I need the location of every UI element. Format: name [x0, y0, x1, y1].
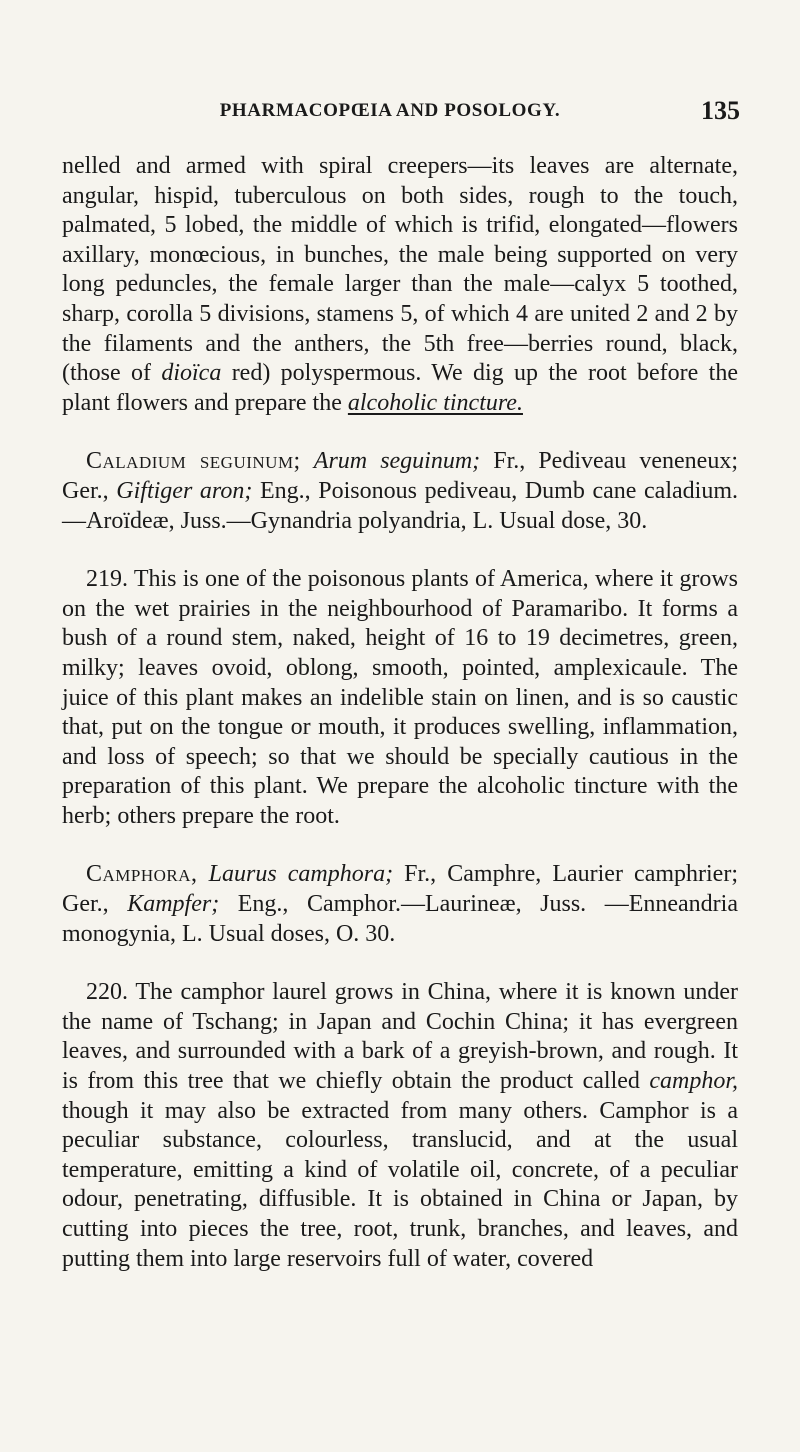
entry-name: Caladium seguinum; [86, 448, 301, 475]
italic-term: dioïca [161, 360, 222, 387]
italic-term: Arum seguinum; [313, 448, 481, 475]
italic-term: camphor, [649, 1068, 738, 1095]
entry-heading-camphora [62, 860, 738, 949]
paragraph-continuation [62, 152, 738, 418]
paragraph-220 [62, 978, 738, 1274]
text-run: 220. The camphor laurel grows in China, where it is known under the name of Tschang; in Japan and Cochin China; it has evergreen leaves, and surrounded with a bark of a greyish-brown, and rough. It is from this tree that we chiefly obtain the product called [62, 979, 738, 1095]
italic-term: Laurus camphora; [208, 861, 394, 888]
running-title: PHARMACOPŒIA AND POSOLOGY. [219, 100, 561, 121]
text-run: Fr., Pediveau veneneux; Ger., [62, 448, 738, 504]
text-run: Fr., Camphre, Laurier camphrier; Ger., [62, 861, 738, 918]
entry-name: Camphora, [86, 861, 198, 888]
italic-term: Giftiger aron; [116, 477, 253, 504]
underlined-text: alcoholic tincture. [347, 389, 523, 416]
page-number: 135 [701, 96, 740, 125]
text-run: Eng., Poisonous pediveau, Dumb cane caladium.—Aroïdeæ, Juss.—Gynandria polyandria, L. Usual dose, 30. [62, 477, 738, 534]
italic-underlined-term [348, 390, 523, 416]
running-head [40, 96, 740, 136]
text-run [198, 861, 209, 887]
italic-term: Kampfer; [127, 891, 220, 918]
text-run [301, 448, 314, 474]
text-run: red) polyspermous. We dig up the root before the plant flowers and prepare the [62, 360, 738, 416]
paragraph-219: 219. This is one of the poisonous plants of America, where it grows on the wet prairies in the neighbourhood of Paramaribo. It forms a bush of a round stem, naked, height of 16 to 19 decimetres, green, milky; leaves ovoid, oblong, smooth, pointed, amplexicaule. The juice of this plant makes an indelible stain on linen, and is so caustic that, put on the tongue or mouth, it produces swelling, inflammation, and loss of speech; so that we should be specially cautious in the preparation of this plant. We prepare the alcoholic tincture with the herb; others prepare the root. [62, 566, 738, 829]
body-text [62, 152, 738, 1274]
entry-heading-caladium [62, 447, 738, 536]
text-run: Eng., Camphor.—Laurineæ, Juss. —Enneandria monogynia, L. Usual doses, O. 30. [62, 891, 738, 947]
text-run: though it may also be extracted from many others. Camphor is a peculiar substance, colourless, translucid, and at the usual temperature, emitting a kind of volatile oil, concrete, of a peculiar odour, penetrating, diffusible. It is obtained in China or Japan, by cutting into pieces the tree, root, trunk, branches, and leaves, and putting them into large reservoirs full of water, covered [62, 1097, 738, 1272]
text-run: nelled and armed with spiral creepers—its leaves are alternate, angular, hispid, tuberculous on both sides, rough to the touch, palmated, 5 lobed, the middle of which is trifid, elongated—flowers axillary, monœcious, in bunches, the male being supported on very long peduncles, the female larger than the male—calyx 5 toothed, sharp, corolla 5 divisions, stamens 5, of which 4 are united 2 and 2 by the filaments and the anthers, the 5th free—berries round, black, (those of [62, 153, 738, 387]
